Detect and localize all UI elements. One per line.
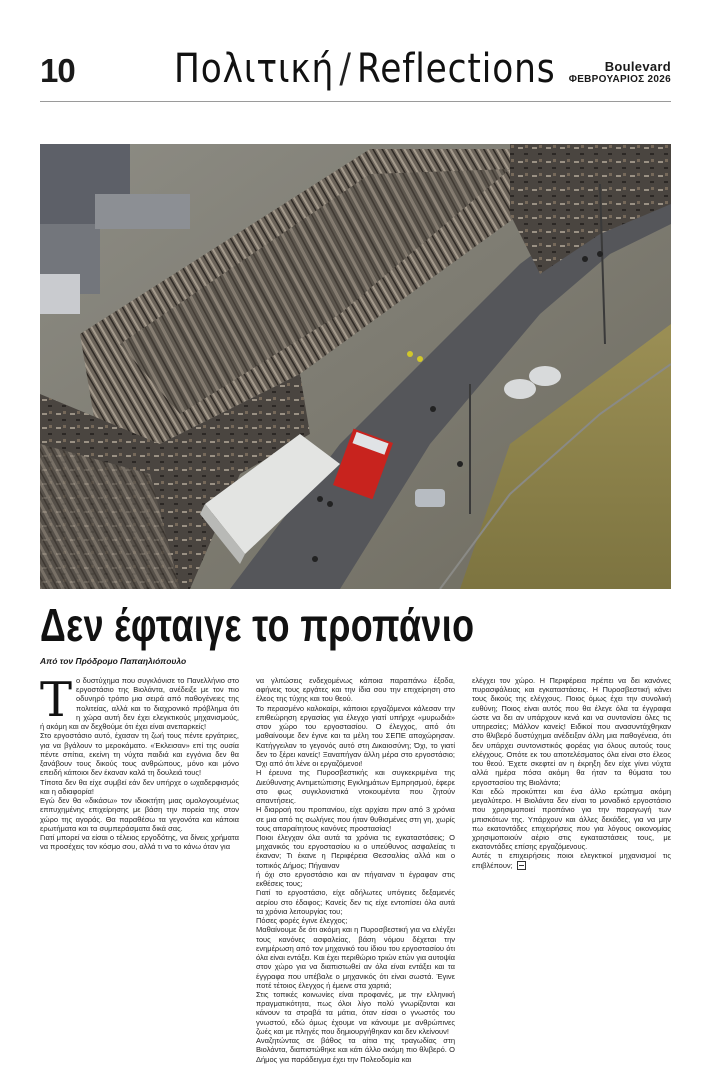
article-column-2 bbox=[256, 676, 455, 1064]
issue-date: ΦΕΒΡΟΥΑΡΙΟΣ 2026 bbox=[568, 74, 671, 85]
page-header bbox=[0, 0, 711, 104]
article-headline: Δεν έφταιγε το προπάνιο bbox=[40, 599, 475, 651]
subsection-name: Reflections bbox=[357, 46, 556, 92]
brand-name: Boulevard bbox=[604, 59, 671, 74]
paragraph: Εγώ δεν θα «δικάσω» τον ιδιοκτήτη μιας ομολογουμένως επιτυχημένης επιχείρησης με βάση την πορεία της στον χώρο της αγοράς. Θα παραθέσω τα γεγονότα και κάποια ερωτήματα και τα συμπεράσματα δικά σας. bbox=[40, 796, 239, 833]
drop-cap: Τ bbox=[40, 672, 73, 728]
paragraph: Η έρευνα της Πυροσβεστικής και συγκεκριμένα της Διεύθυνσης Αντιμετώπισης Εγκλημάτων Εμπρησμού, έφερε στο φως συγκλονιστικά ντοκουμέντα που ζητούν απαντήσεις. bbox=[256, 768, 455, 806]
page-number: 10 bbox=[40, 52, 75, 89]
article-column-1 bbox=[40, 672, 239, 852]
section-name: Πολιτική bbox=[174, 46, 335, 92]
paragraph: Γιατί το εργοστάσιο, είχε αδήλωτες υπόγειες δεξαμενές αερίου στο έδαφος; Κανείς δεν τις είχε εντοπίσει όλα αυτά τα χρόνια λειτουργίας του; bbox=[256, 888, 455, 916]
paragraph: Στις τοπικές κοινωνίες είναι προφανές, με την ελληνική πραγματικότητα, πως όλοι λίγο πολύ γνωρίζονται και κάνουν τα στραβά τα μάτια, όταν είσαι ο γνωστός του γνωστού, εδώ όμως έχουμε να κάνουμε με ανθρώπινες ζωές και με πληγές που δημιουργήθηκαν και δεν κλείνουν! bbox=[256, 989, 455, 1036]
paragraph: Μαθαίνουμε δε ότι ακόμη και η Πυροσβεστική για να ελέγξει τους κανόνες ασφαλείας, βάση νόμου δέχεται την ενημέρωση από τον μηχανικό του ίδιου του εργοστασίου ότι όλα είναι εντάξει. Και έχει περιθώριο τριών ετών για αυτοψία στον χώρο για να διαπιστωθεί αν όλα είναι εντάξει και τα έγγραφα που υπέβαλε ο μηχανικός ότι είναι σωστά. Έγινε ποτέ τέτοιος έλεγχος ή έμεινε στα χαρτιά; bbox=[256, 925, 455, 990]
paragraph: Αυτές τι επιχειρήσεις ποιοι ελεγκτικοί μηχανισμοί τις επιβλέπουν; bbox=[472, 851, 671, 870]
paragraph: να γλιτώσεις ενδεχομένως κάποια παραπάνω έξοδα, αφήνεις τους εργάτες και την ίδια σου την επιχείρηση στο έλεος της τύχης και του θεού. bbox=[256, 676, 455, 704]
paragraph: ελέγχει τον χώρο. Η Περιφέρεια πρέπει να δει κανόνες πυρασφάλειας και εγκαταστάσεις. Η Πυροσβεστική κάνει τους δικούς της ελέγχους. Ποιος όμως έχει την συνολική ευθύνη; Ποιος είναι αυτός που θα έλεγε όλα τα έγγραφα ώστε να δει αν υπάρχουν κενά και να συντονίσει όλες τις υπηρεσίες; Μάλλον κανείς! Ειδικοί που ανασυντάχθηκαν στο θλιβερό δυστύχημα ανέδειξαν άλλη μια παθογένεια, ότι δεν υπάρχει συντονιστικός φορέας για όλους αυτούς τους ελέγχους. Οπότε εκ του αποτελέσματος όλα είναι στο έλεος του θεού. Έχετε σκεφτεί αν η έκρηξη δεν είχε γίνει νύχτα αλλά ημέρα πόσα ακόμη θα ήταν τα θύματα του εργοστασίου της Βιολάντα; bbox=[472, 676, 671, 787]
end-mark-icon bbox=[517, 861, 526, 870]
paragraph: Τίποτα δεν θα είχε συμβεί εάν δεν υπήρχε ο ωχαδερφισμός και η αδιαφορία! bbox=[40, 777, 239, 796]
paragraph: Ποιοι έλεγχαν όλα αυτά τα χρόνια τις εγκαταστάσεις; Ο μηχανικός του εργοστασίου κι ο υπεύθυνος ασφαλείας τι έκαναν; Τι έκανε η Περιφέρεια Θεσσαλίας αλλά και ο τοπικός Δήμος; Πήγαιναν bbox=[256, 832, 455, 870]
section-title bbox=[174, 46, 556, 92]
paragraph: Αναζητώντας σε βάθος τα αίτια της τραγωδίας στη Βιολάντα, διαπιστώθηκε και κάτι άλλο ακόμη πιο θλιβερό. Ο Δήμος για παράδειγμα έχει την Πολεοδομία και bbox=[256, 1036, 455, 1064]
section-slash: / bbox=[339, 46, 352, 92]
article-photo bbox=[40, 144, 671, 589]
paragraph: Γιατί μπορεί να είσαι ο τέλειος εργοδότης, να δίνεις χρήματα να προσέχεις τον κόσμο σου, αλλά τι να το κάνω όταν για bbox=[40, 832, 239, 852]
brand-block bbox=[569, 60, 671, 85]
paragraph: Η διαρροή του προπανίου, είχε αρχίσει πριν από 3 χρόνια σε μια από τις σωλήνες που ήταν θυθισμένες στη γη, χωρίς τους απαραίτητους κανόνες προστασίας! bbox=[256, 805, 455, 833]
paragraph: Στο εργοστάσιο αυτό, έχασαν τη ζωή τους πέντε εργάτριες, για να βγάλουν το μεροκάματο. «Έκλεισαν» επί της ουσία πέντε σπίτια, εκείνη τη νύχτα παιδιά και εγγόνια δεν θα ξανάβουν τους δικούς τους ανθρώπους, μόνο και μόνο επειδή κάποιοι δεν έκαναν καλά τη δουλειά τους! bbox=[40, 731, 239, 778]
paragraph: Και εδώ προκύπτει και ένα άλλο ερώτημα ακόμη μεγαλύτερο. Η Βιολάντα δεν είναι το μοναδικό εργοστάσιο που χρησιμοποιεί προπάνιο για την παραγωγή των μπισκότων της. Υπάρχουν και άλλες δεκάδες, για να μην πω εκατοντάδες επιχειρήσεις που για λόγους οικονομίας χρησιμοποιούν αέριο στις εγκαταστάσεις τους, με εκατοντάδες επίσης εργαζόμενους. bbox=[472, 786, 671, 852]
article-body bbox=[40, 672, 671, 1064]
header-rule bbox=[40, 101, 671, 102]
paragraph: Πόσες φορές έγινε έλεγχος; bbox=[256, 916, 348, 926]
paragraph: ή όχι στο εργοστάσιο και αν πήγαιναν τι έγραφαν στις εκθέσεις τους; bbox=[256, 869, 455, 889]
article-column-3 bbox=[472, 676, 671, 870]
paragraph: Το περασμένο καλοκαίρι, κάποιοι εργαζόμενοι κάλεσαν την επιθεώρηση εργασίας για έλεγχο γιατί υπήρχε «μυρωδιά» στον χώρο του εργοστασίου. Ο έλεγχος, από ότι μαθαίνουμε δεν έγινε και τα μέλη του ΣΕΠΕ αποχώρησαν. Κατήγγειλαν το γεγονός αυτό στη Δικαιοσύνη; Όχι, το γιατί δεν το ξέρει κανείς! Ξαναπήγαν άλλη μέρα στο εργοστάσιο; Όχι από ότι λένε οι εργαζόμενοι! bbox=[256, 703, 455, 769]
article-byline: Από τον Πρόδρομο Παπαηλιόπουλο bbox=[40, 656, 187, 666]
paragraph: Το δυστύχημα που συγκλόνισε το Πανελλήνιο στο εργοστάσιο της Βιολάντα, ανέδειξε με τον πιο οδυνηρό τρόπο μια σειρά από παθογένειες της πολιτείας, αλλά και το διαχρονικό πρόβλημα ότι η χώρα αυτή δεν έχει ελεγκτικούς μηχανισμούς, ή ακόμη και αν δεχθούμε ότι έχει είναι ανεπαρκείς! bbox=[40, 672, 239, 732]
